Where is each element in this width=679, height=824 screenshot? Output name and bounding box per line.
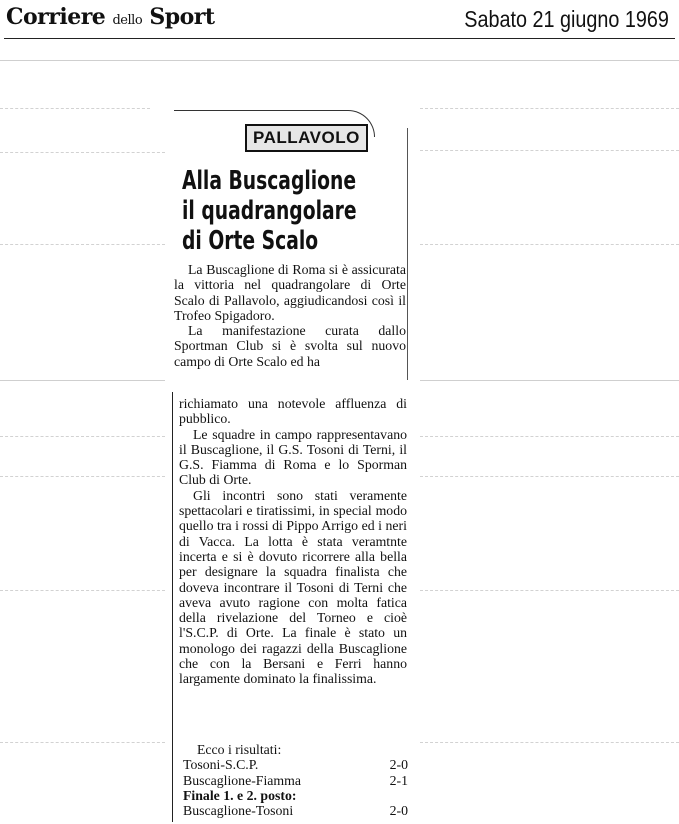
issue-date: Sabato 21 giugno 1969 — [464, 6, 669, 32]
article-body-top — [174, 262, 406, 369]
headline — [182, 166, 357, 256]
background-rule — [0, 244, 165, 245]
result-score: 2-0 — [389, 757, 408, 773]
background-rule — [0, 152, 165, 153]
result-row — [183, 803, 408, 818]
result-row — [183, 773, 408, 788]
section-label: PALLAVOLO — [245, 124, 368, 152]
masthead-rule — [4, 38, 675, 39]
result-match: Buscaglione-Fiamma — [183, 772, 302, 788]
headline-line: di Orte Scalo — [182, 226, 319, 256]
background-rule — [0, 476, 165, 477]
background-rule — [420, 590, 679, 591]
newspaper-name-first: Corriere — [6, 4, 106, 30]
result-row — [183, 757, 408, 772]
background-rule — [420, 244, 679, 245]
result-score: 2-1 — [389, 772, 408, 788]
result-match: Tosoni-S.C.P. — [183, 757, 259, 773]
background-rule — [420, 436, 679, 437]
article-paragraph: La Buscaglione di Roma si è assicurata la vittoria nel quadrangolare di Orte Scalo di Pallavolo, aggiudicandosi così il Trofeo Spigadoro. — [174, 262, 406, 323]
result-match: Buscaglione-Tosoni — [183, 803, 294, 819]
column-rule — [172, 392, 173, 822]
background-rule — [0, 590, 165, 591]
article-paragraph: Gli incontri sono stati veramente spettacolari e tiratissimi, in special modo quello tra i rossi di Pippo Arrigo ed i neri di Vacca. La lotta è stata veramtnte incerta e si è dovuto ricorrere alla bella per designare la squadra finalista che doveva incontrare il Tosoni di Terni che aveva avuto ragione con molta fatica della rivelazione del Torneo e cioè l'S.C.P. di Orte. La finale è stato un monologo dei ragazzi della Buscaglione che con la Bersani e Ferri hanno largamente dominato la finalissima. — [179, 487, 407, 687]
final-heading: Finale 1. e 2. posto: — [183, 787, 297, 803]
newspaper-name-small: dello — [112, 13, 143, 28]
article-paragraph: La manifestazione curata dallo Sportman Club si è svolta sul nuovo campo di Orte Scalo ed ha — [174, 323, 406, 369]
article-paragraph: Le squadre in campo rappresentavano il Buscaglione, il G.S. Tosoni di Terni, il G.S. Fiamma di Roma e lo Sporman Club di Orte. — [179, 426, 407, 488]
background-rule — [0, 436, 165, 437]
newspaper-name-last: Sport — [149, 4, 215, 30]
background-rule — [0, 380, 165, 381]
background-rule — [0, 108, 150, 109]
headline-line: Alla Buscaglione — [182, 166, 357, 196]
result-score: 2-0 — [389, 803, 408, 819]
newspaper-name — [6, 4, 215, 30]
background-rule — [420, 380, 679, 381]
background-rule — [420, 476, 679, 477]
background-rule — [420, 150, 679, 151]
results-table — [183, 742, 408, 818]
background-rule — [420, 742, 679, 743]
article-body-bottom — [179, 396, 407, 687]
results-heading: Ecco i risultati: — [197, 742, 282, 757]
headline-line: il quadrangolare — [182, 196, 357, 226]
clipping-edge-right — [407, 128, 408, 380]
background-rule — [420, 108, 679, 109]
background-rule — [0, 742, 165, 743]
background-rule — [0, 60, 679, 61]
article-paragraph: richiamato una notevole affluenza di pubblico. — [179, 396, 407, 427]
